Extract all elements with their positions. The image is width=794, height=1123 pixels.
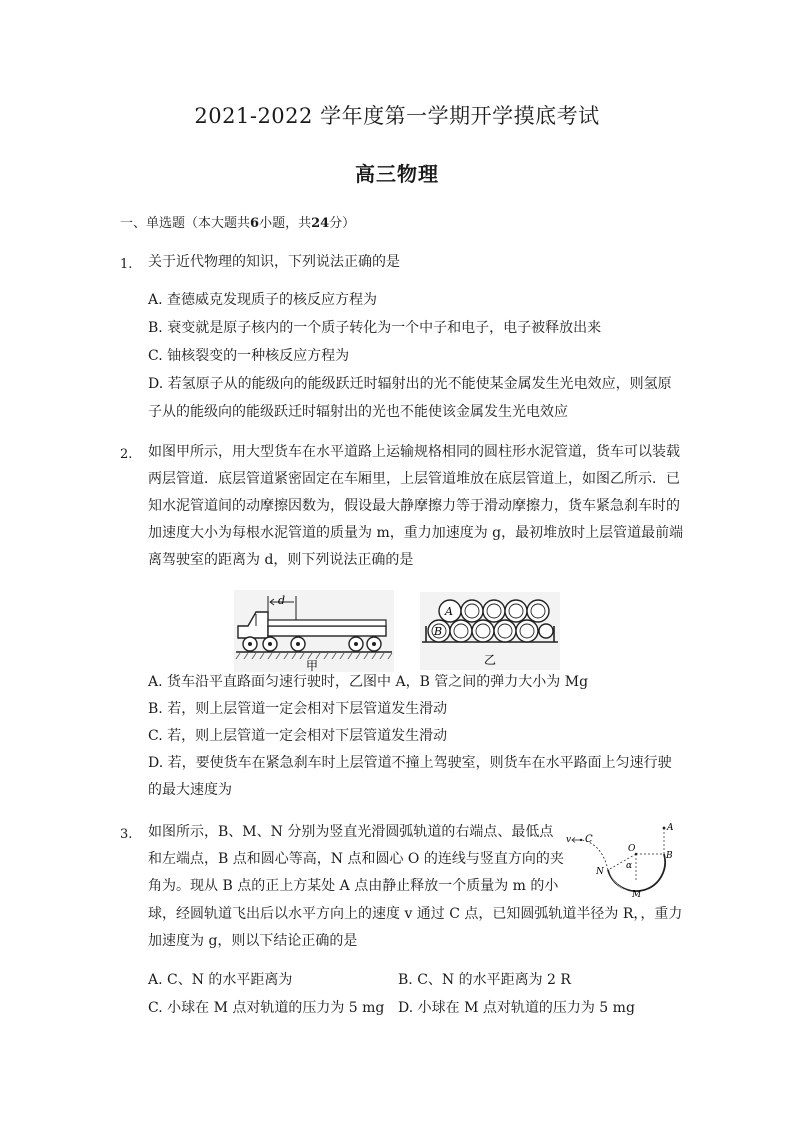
point-n-label: N bbox=[596, 867, 604, 877]
section-score: 24 bbox=[311, 216, 330, 231]
section-count: 6 bbox=[250, 216, 260, 231]
figure-yi-label: 乙 bbox=[484, 653, 497, 667]
question-2-stem-line-2: 两层管道．底层管道紧密固定在车厢里，上层管道堆放在底层管道上，如图乙所示．已 bbox=[148, 471, 680, 487]
question-1-option-c: C. 铀核裂变的一种核反应方程为 bbox=[148, 348, 350, 364]
question-3-option-b: B. C、N 的水平距离为 2 R bbox=[398, 972, 571, 988]
question-2-option-d-cont: 的最大速度为 bbox=[148, 782, 232, 798]
velocity-v-label: v bbox=[566, 835, 572, 845]
question-3-stem-line-1: 如图所示，B、M、N 分别为竖直光滑圆弧轨道的右端点、最低点 bbox=[148, 824, 554, 840]
pipe-b-label: B bbox=[434, 625, 443, 638]
question-3-option-d: D. 小球在 M 点对轨道的压力为 5 mg bbox=[398, 1000, 635, 1016]
question-3-stem-line-4: 球，经圆轨道飞出后以水平方向上的速度 v 通过 C 点，已知圆弧轨道半径为 R，，重力 bbox=[148, 906, 683, 922]
question-2-option-d: D. 若，要使货车在紧急刹车时上层管道不撞上驾驶室，则货车在水平路面上匀速行驶 bbox=[148, 755, 672, 771]
center-o-label: O bbox=[628, 844, 636, 854]
angle-alpha-label: α bbox=[626, 861, 633, 871]
question-2-stem-line-3: 知水泥管道间的动摩擦因数为，假设最大静摩擦力等于滑动摩擦力，货车紧急刹车时的 bbox=[148, 498, 680, 514]
point-c-label: C bbox=[585, 834, 593, 845]
question-3-option-a: A. C、N 的水平距离为 bbox=[148, 972, 293, 988]
question-1-number: 1. bbox=[120, 257, 133, 272]
question-1-option-a: A. 查德威克发现质子的核反应方程为 bbox=[148, 292, 378, 308]
question-3-stem-line-2: 和左端点，B 点和圆心等高，N 点和圆心 O 的连线与竖直方向的夹 bbox=[148, 851, 564, 867]
section-heading bbox=[120, 212, 355, 231]
exam-subtitle: 高三物理 bbox=[355, 162, 439, 186]
pipes-figure bbox=[420, 592, 560, 670]
question-2-number: 2. bbox=[120, 447, 133, 462]
point-a-label: A bbox=[667, 823, 674, 833]
exam-title: 2021-2022 学年度第一学期开学摸底考试 bbox=[194, 104, 600, 128]
distance-d-label: d bbox=[278, 594, 286, 607]
question-1-option-d-cont: 子从的能级向的能级跃迁时辐射出的光也不能使该金属发生光电效应 bbox=[148, 404, 568, 420]
circular-track-figure bbox=[562, 818, 680, 912]
figure-jia-label: 甲 bbox=[306, 659, 319, 672]
question-1-option-b: B. 衰变就是原子核内的一个质子转化为一个中子和电子，电子被释放出来 bbox=[148, 320, 602, 336]
question-2-stem-line-5: 离驾驶室的距离为 d，则下列说法正确的是 bbox=[148, 552, 414, 568]
point-m-label: M bbox=[632, 890, 642, 900]
section-end: 分） bbox=[329, 216, 356, 231]
question-3-number: 3. bbox=[120, 827, 133, 842]
question-2-option-c: C. 若，则上层管道一定会相对下层管道发生滑动 bbox=[148, 728, 448, 744]
question-2-option-b: B. 若，则上层管道一定会相对下层管道发生滑动 bbox=[148, 701, 448, 717]
question-3-option-c: C. 小球在 M 点对轨道的压力为 5 mg bbox=[148, 1000, 385, 1016]
question-2-option-a: A. 货车沿平直路面匀速行驶时，乙图中 A，B 管之间的弹力大小为 Mg bbox=[148, 674, 589, 690]
question-2-stem-line-4: 加速度大小为每根水泥管道的质量为 m，重力加速度为 g，最初堆放时上层管道最前端 bbox=[148, 525, 684, 541]
section-mid: 小题，共 bbox=[259, 216, 312, 231]
truck-figure bbox=[234, 590, 394, 672]
question-3-stem-line-3: 角为。现从 B 点的正上方某处 A 点由静止释放一个质量为 m 的小 bbox=[148, 878, 559, 894]
section-label: 一、单选题（本大题共 bbox=[120, 216, 251, 231]
question-3-stem-line-5: 加速度为 g，则以下结论正确的是 bbox=[148, 933, 358, 949]
point-b-label: B bbox=[666, 851, 673, 861]
question-1-stem: 关于近代物理的知识，下列说法正确的是 bbox=[148, 254, 400, 270]
question-1-option-d: D. 若氢原子从的能级向的能级跃迁时辐射出的光不能使某金属发生光电效应，则氢原 bbox=[148, 376, 672, 392]
pipe-a-label: A bbox=[445, 605, 453, 618]
question-2-stem-line-1: 如图甲所示，用大型货车在水平道路上运输规格相同的圆柱形水泥管道，货车可以装载 bbox=[148, 444, 680, 460]
